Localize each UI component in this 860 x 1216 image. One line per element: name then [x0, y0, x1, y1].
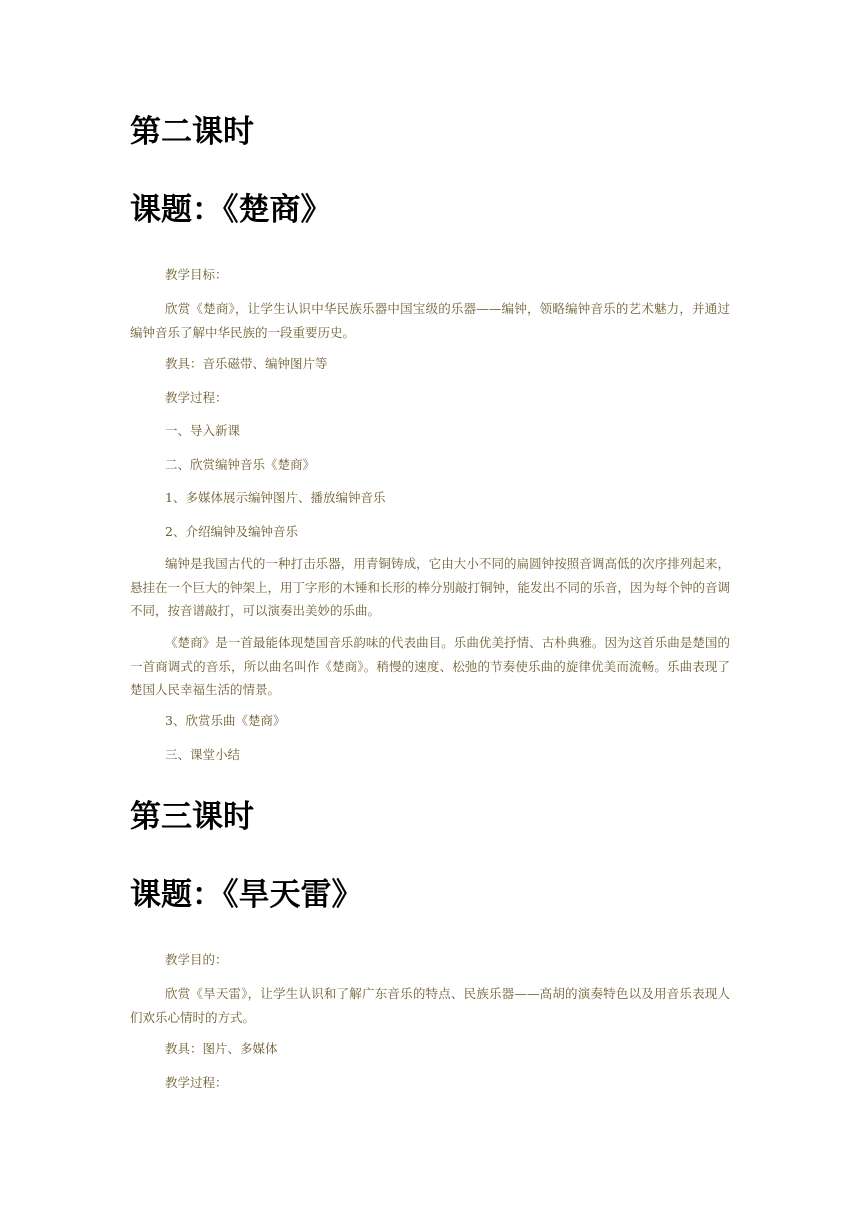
- lesson-heading-2: 第二课时: [130, 114, 254, 150]
- goal-label: 教学目标：: [165, 267, 228, 282]
- lesson-topic-2: 课题：《楚商》: [130, 192, 332, 228]
- goal-text-3: 欣赏《旱天雷》，让学生认识和了解广东音乐的特点、民族乐器——高胡的演奏特色以及用音乐表现人们欢乐心情时的方式。: [130, 986, 730, 1025]
- sub-step-2: 2、介绍编钟及编钟音乐: [165, 524, 298, 539]
- sub-step-3: 3、欣赏乐曲《楚商》: [165, 713, 286, 728]
- process-label: 教学过程：: [165, 390, 228, 405]
- step-1: 一、导入新课: [165, 423, 241, 438]
- process-label-3: 教学过程：: [165, 1075, 228, 1090]
- goal-text: 欣赏《楚商》，让学生认识中华民族乐器中国宝级的乐器——编钟，领略编钟音乐的艺术魅力，并通过编钟音乐了解中华民族的一段重要历史。: [130, 301, 730, 340]
- step-3: 三、课堂小结: [165, 747, 241, 762]
- paragraph-bianzhong: 编钟是我国古代的一种打击乐器，用青铜铸成，它由大小不同的扁圆钟按照音调高低的次序排列起来，悬挂在一个巨大的钟架上，用丁字形的木锤和长形的棒分别敲打铜钟，能发出不同的乐音，因为每个钟的音调不同，按音谱敲打，可以演奏出美妙的乐曲。: [130, 556, 731, 618]
- sub-step-1: 1、多媒体展示编钟图片、播放编钟音乐: [165, 490, 386, 505]
- goal-label-3: 教学目的：: [165, 952, 228, 967]
- tools-text-3: 教具：图片、多媒体: [165, 1041, 278, 1056]
- step-2: 二、欣赏编钟音乐《楚商》: [165, 457, 316, 472]
- lesson-heading-3: 第三课时: [130, 799, 254, 835]
- paragraph-chushang: 《楚商》是一首最能体现楚国音乐韵味的代表曲目。乐曲优美抒情、古朴典雅。因为这首乐曲是楚国的一首商调式的音乐，所以曲名叫作《楚商》。稍慢的速度、松弛的节奏使乐曲的旋律优美而流畅。乐曲表现了楚国人民幸福生活的情景。: [130, 635, 730, 697]
- lesson-topic-3: 课题：《旱天雷》: [130, 877, 363, 913]
- tools-text: 教具：音乐磁带、编钟图片等: [165, 356, 328, 371]
